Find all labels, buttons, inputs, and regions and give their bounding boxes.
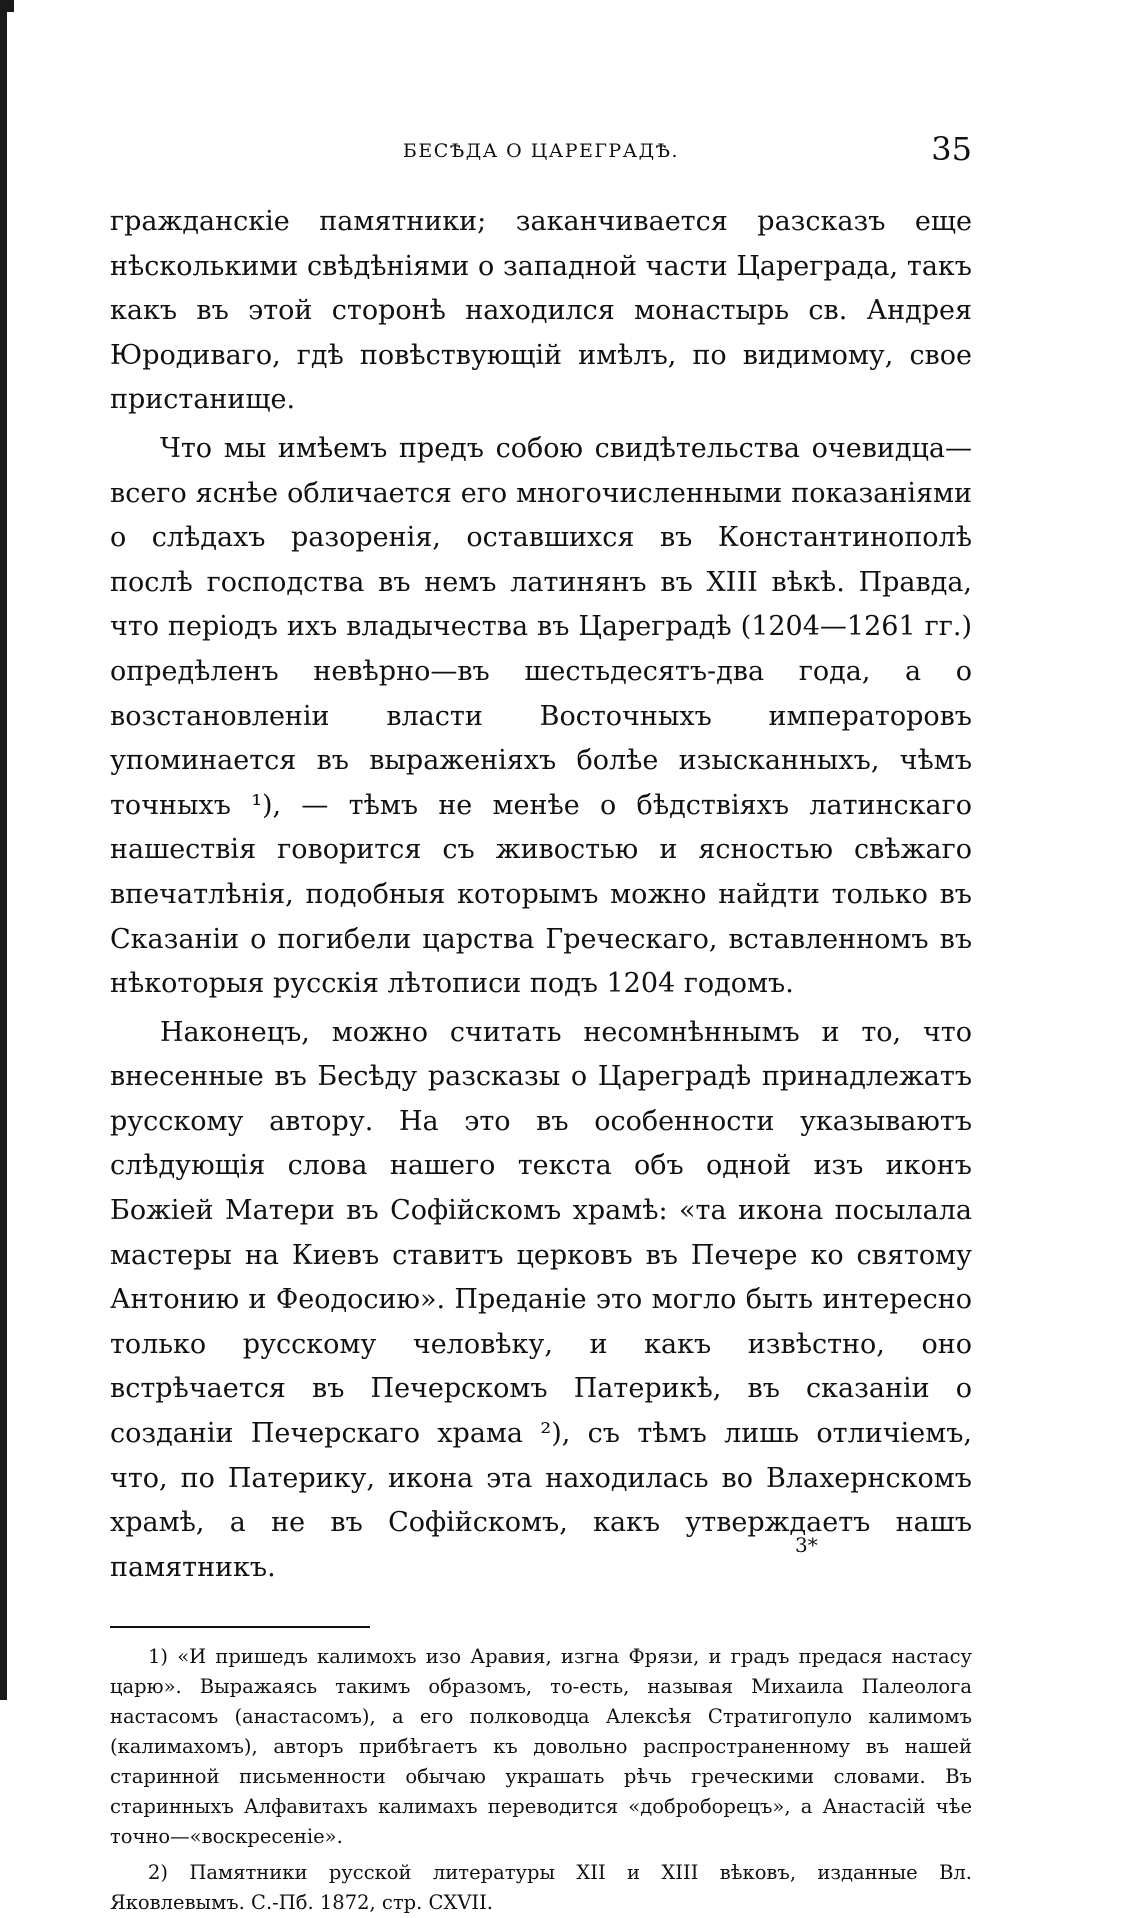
running-head: БЕСѢДА О ЦАРЕГРАДѢ. <box>402 140 680 162</box>
main-text <box>110 200 972 1590</box>
paragraph-russian-author: Наконецъ, можно считать несомнѣннымъ и то, что внесенные въ Бесѣду разсказы о Цареградѣ принадлежатъ русскому автору. На это въ особенности указываютъ слѣдующія слова нашего текста объ одной изъ иконъ Божіей Матери въ Софійскомъ храмѣ: «та икона посылала мастеры на Киевъ ставитъ церковъ въ Печере ко святому Антонию и Феодосию». Преданіе это могло быть интересно только русскому человѣку, и какъ извѣстно, оно встрѣчается въ Печерскомъ Патерикѣ, въ сказаніи о созданіи Печерскаго храма ²), съ тѣмъ лишь отличіемъ, что, по Патерику, икона эта находилась во Влахернскомъ храмѣ, а не въ Софійскомъ, какъ утверждаетъ нашъ памятникъ. <box>110 1016 972 1583</box>
footnote-rule <box>110 1626 370 1628</box>
footnote-2: 2) Памятники русской литературы XII и XIII вѣковъ, изданные Вл. Яковлевымъ. С.-Пб. 1872, стр. CXVII. <box>110 1861 972 1915</box>
signature-mark: 3* <box>795 1533 818 1557</box>
page-header <box>110 130 972 170</box>
page-number: 35 <box>931 130 972 168</box>
footnote-1: 1) «И пришедъ калимохъ изо Аравия, изгна Фрязи, и градъ предася настасу царю». Выражаясь такимъ образомъ, то-есть, называя Михаила Палеолога настасомъ (анастасомъ), а его полководца Алексѣя Стратигопуло калимомъ (калимахомъ), авторъ прибѣгаетъ къ довольно распространенному въ нашей старинной письменности обычаю украшать рѣчь греческими словами. Въ старинныхъ Алфавитахъ калимахъ переводится «доброборецъ», а Анастасій чѣе точно—«воскресеніе». <box>110 1645 972 1849</box>
scan-corner-mark <box>0 0 14 12</box>
footnotes <box>110 1642 972 1918</box>
scan-binding-edge <box>0 0 7 1700</box>
paragraph-eyewitness: Что мы имѣемъ предъ собою свидѣтельства очевидца—всего яснѣе обличается его многочисленными показаніями о слѣдахъ разоренія, оставшихся въ Константинополѣ послѣ господства въ немъ латинянъ въ XIII вѣкѣ. Правда, что періодъ ихъ владычества въ Цареградѣ (1204—1261 гг.) опредѣленъ невѣрно—въ шестьдесятъ-два года, а о возстановленіи власти Восточныхъ императоровъ упоминается въ выраженіяхъ болѣе изысканныхъ, чѣмъ точныхъ ¹), — тѣмъ не менѣе о бѣдствіяхъ латинскаго нашествія говорится съ живостью и ясностью свѣжаго впечатлѣнія, подобныя которымъ можно найдти только въ Сказаніи о погибели царства Греческаго, вставленномъ въ нѣкоторыя русскія лѣтописи подъ 1204 годомъ. <box>110 432 972 1000</box>
book-page <box>110 130 972 1918</box>
paragraph-continued: гражданскіе памятники; заканчивается разсказъ еще нѣсколькими свѣдѣніями о западной части Цареграда, такъ какъ въ этой сторонѣ находился монастырь св. Андрея Юродиваго, гдѣ повѣствующій имѣлъ, по видимому, свое пристанище. <box>110 206 972 416</box>
